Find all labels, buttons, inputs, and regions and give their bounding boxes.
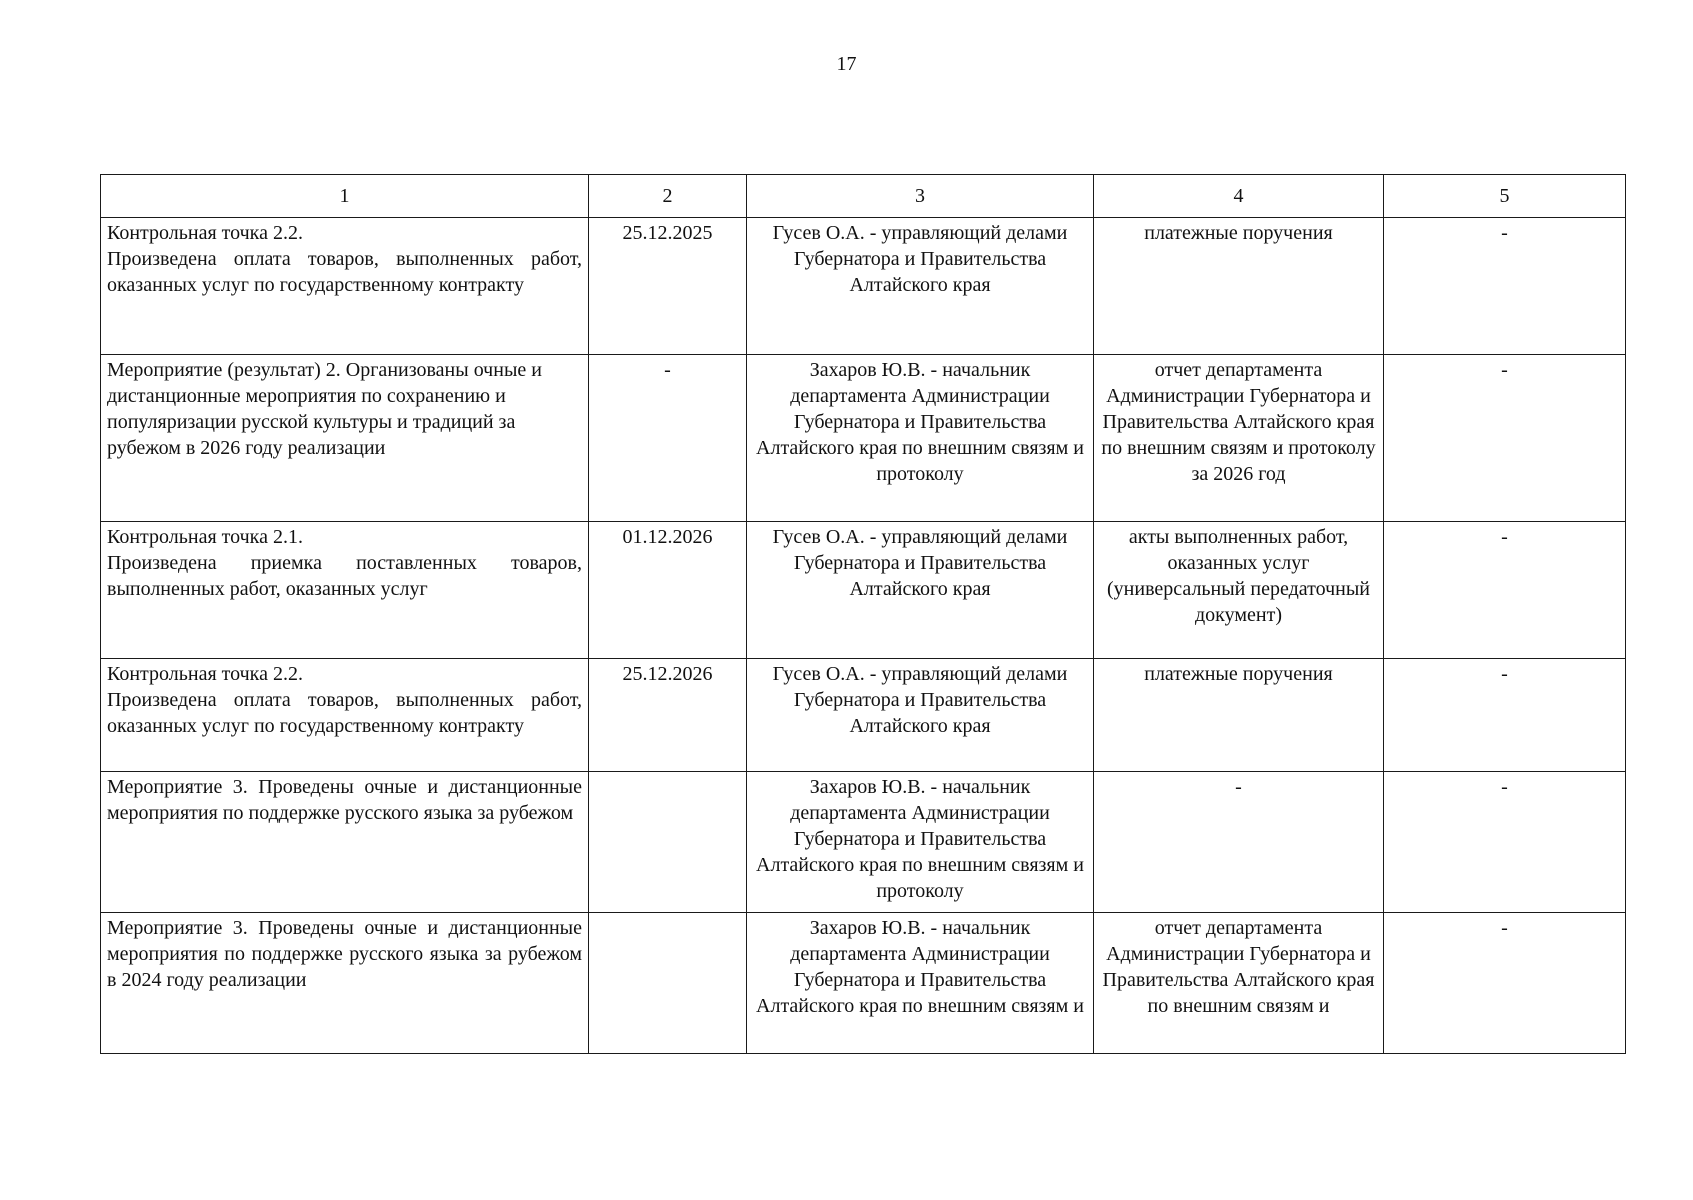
column-header: 4: [1094, 175, 1384, 218]
task-cell: [101, 355, 589, 522]
task-description: Мероприятие 3. Проведены очные и дистанционные мероприятия по поддержке русского языка за рубежом в 2024 году реализации: [107, 917, 582, 991]
note-cell: -: [1384, 355, 1626, 522]
task-description: Произведена оплата товаров, выполненных работ, оказанных услуг по государственному контракту: [107, 248, 582, 296]
checkpoint-title: Контрольная точка 2.2.: [107, 222, 303, 244]
document-cell: платежные поручения: [1094, 218, 1384, 355]
responsible-cell: Гусев О.А. - управляющий делами Губернатора и Правительства Алтайского края: [747, 218, 1094, 355]
table-header-row: [101, 175, 1626, 218]
task-cell: [101, 218, 589, 355]
note-cell: -: [1384, 772, 1626, 913]
note-cell: -: [1384, 218, 1626, 355]
document-cell: отчет департамента Администрации Губернатора и Правительства Алтайского края по внешним связям и: [1094, 913, 1384, 1054]
responsible-cell: Захаров Ю.В. - начальник департамента Администрации Губернатора и Правительства Алтайского края по внешним связям и протоколу: [747, 355, 1094, 522]
column-header: 1: [101, 175, 589, 218]
document-cell: -: [1094, 772, 1384, 913]
responsible-cell: Захаров Ю.В. - начальник департамента Администрации Губернатора и Правительства Алтайского края по внешним связям и протоколу: [747, 772, 1094, 913]
deadline-cell: [589, 913, 747, 1054]
deadline-cell: -: [589, 355, 747, 522]
document-cell: акты выполненных работ, оказанных услуг (универсальный передаточный документ): [1094, 522, 1384, 659]
table-row: [101, 218, 1626, 355]
deadline-cell: 25.12.2026: [589, 659, 747, 772]
table-row: [101, 772, 1626, 913]
task-description: Произведена приемка поставленных товаров, выполненных работ, оказанных услуг: [107, 552, 582, 600]
note-cell: -: [1384, 522, 1626, 659]
task-cell: [101, 659, 589, 772]
column-header: 2: [589, 175, 747, 218]
responsible-cell: Гусев О.А. - управляющий делами Губернатора и Правительства Алтайского края: [747, 522, 1094, 659]
task-cell: [101, 913, 589, 1054]
task-description: Мероприятие (результат) 2. Организованы очные и дистанционные мероприятия по сохранению и популяризации русской культуры и традиций за рубежом в 2026 году реализации: [107, 359, 542, 459]
task-description: Мероприятие 3. Проведены очные и дистанционные мероприятия по поддержке русского языка за рубежом: [107, 776, 582, 824]
table-row: [101, 913, 1626, 1054]
responsible-cell: Гусев О.А. - управляющий делами Губернатора и Правительства Алтайского края: [747, 659, 1094, 772]
checkpoint-title: Контрольная точка 2.2.: [107, 663, 303, 685]
task-description: Произведена оплата товаров, выполненных работ, оказанных услуг по государственному контракту: [107, 689, 582, 737]
note-cell: -: [1384, 913, 1626, 1054]
deadline-cell: 01.12.2026: [589, 522, 747, 659]
column-header: 3: [747, 175, 1094, 218]
note-cell: -: [1384, 659, 1626, 772]
responsible-cell: Захаров Ю.В. - начальник департамента Администрации Губернатора и Правительства Алтайского края по внешним связям и: [747, 913, 1094, 1054]
table-row: [101, 522, 1626, 659]
column-header: 5: [1384, 175, 1626, 218]
document-cell: отчет департамента Администрации Губернатора и Правительства Алтайского края по внешним связям и протоколу за 2026 год: [1094, 355, 1384, 522]
task-cell: [101, 522, 589, 659]
plan-table: [100, 174, 1626, 1054]
table-row: [101, 659, 1626, 772]
document-cell: платежные поручения: [1094, 659, 1384, 772]
checkpoint-title: Контрольная точка 2.1.: [107, 526, 303, 548]
task-cell: [101, 772, 589, 913]
table-row: [101, 355, 1626, 522]
page-number: 17: [836, 53, 857, 75]
deadline-cell: 25.12.2025: [589, 218, 747, 355]
deadline-cell: [589, 772, 747, 913]
